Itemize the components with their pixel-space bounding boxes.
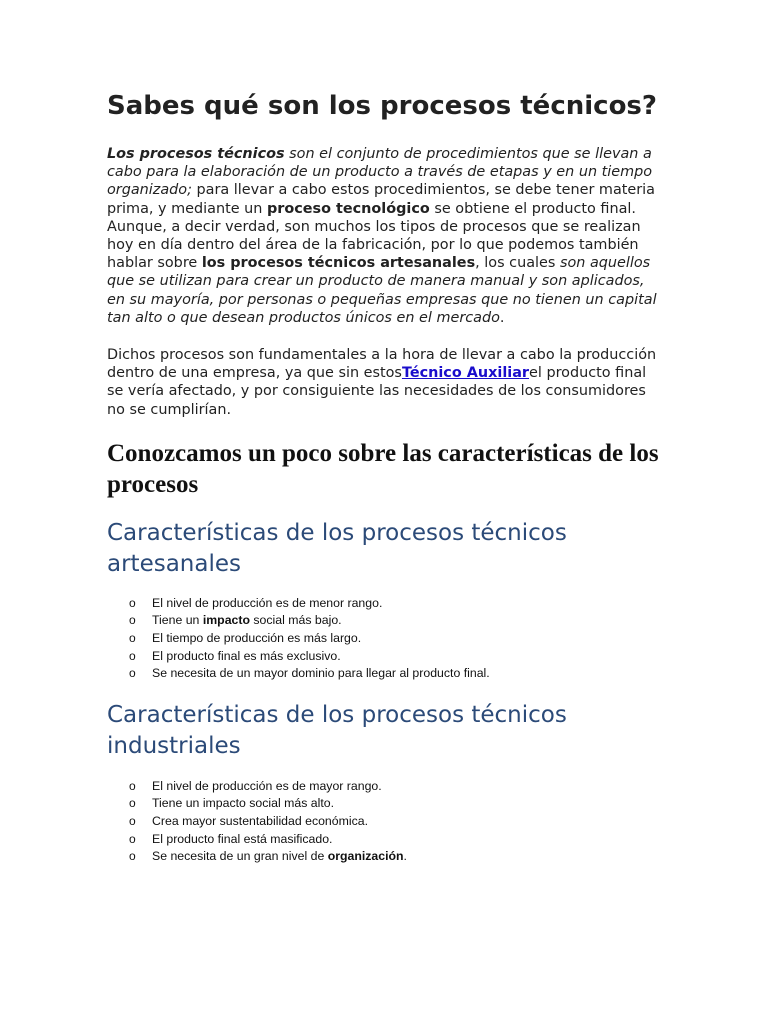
bullet-marker: o	[129, 595, 136, 610]
intro-italic-description: son aquellos que se utilizan para crear un producto de manera manual y son aplicados, en su mayoría, por personas o pequeñas empresas que no tienen un capital tan alto o que desean productos únicos en el mercado	[107, 255, 657, 326]
intro-lead-term: Los procesos técnicos	[107, 146, 285, 162]
intro-paragraph	[107, 145, 667, 327]
bullet-marker: o	[129, 796, 136, 811]
second-text-2: el producto final se vería afectado, y por consiguiente las necesidades de los consumidores no se cumplirían.	[107, 365, 647, 418]
list-item-text: El nivel de producción es de mayor rango.	[152, 778, 382, 793]
list-item	[107, 665, 667, 683]
list-item-text: Tiene un	[152, 613, 203, 628]
bullet-marker: o	[129, 814, 136, 828]
list-item-bold-text: impacto	[202, 613, 250, 628]
list-item	[107, 813, 667, 831]
tecnico-auxiliar-link[interactable]: Técnico Auxiliar	[401, 365, 530, 382]
bullet-marker: o	[129, 631, 136, 646]
characteristics-heading: Conozcamos un poco sobre las características de los procesos	[107, 439, 659, 498]
list-item	[107, 595, 667, 613]
second-paragraph	[107, 346, 667, 419]
list-item-text: Tiene un impacto social más alto.	[152, 796, 335, 811]
bullet-marker: o	[129, 849, 136, 864]
intro-text-4: .	[499, 309, 505, 326]
list-item	[107, 831, 667, 849]
artesanales-list	[107, 595, 667, 683]
industriales-heading: Características de los procesos técnicos industriales	[107, 701, 567, 759]
industriales-list	[107, 778, 667, 866]
intro-bold-term-1: proceso tecnológico	[266, 200, 430, 217]
intro-text-1: para llevar a cabo estos procedimientos, se debe tener materia prima, y mediante un	[107, 182, 655, 217]
document-content	[107, 90, 667, 866]
list-item	[107, 612, 667, 630]
list-item	[107, 648, 667, 666]
list-item-text: El producto final es más exclusivo.	[152, 648, 341, 663]
list-item-text: Se necesita de un gran nivel de	[152, 849, 328, 864]
list-item-text: Crea mayor sustentabilidad económica.	[152, 814, 368, 828]
bullet-marker: o	[129, 613, 136, 628]
intro-text-2: se obtiene el producto final. Aunque, a decir verdad, son muchos los tipos de procesos que se realizan hoy en día dentro del área de la fabricación, por lo que podemos también hablar sobre	[107, 200, 641, 272]
document-title: Sabes qué son los procesos técnicos?	[107, 91, 657, 121]
list-item-text: .	[403, 849, 407, 864]
bullet-marker: o	[129, 778, 136, 793]
bullet-marker: o	[129, 666, 136, 681]
artesanales-heading: Características de los procesos técnicos artesanales	[107, 519, 567, 577]
intro-bold-term-2: los procesos técnicos artesanales	[201, 255, 476, 272]
intro-italic-definition: son el conjunto de procedimientos que se llevan a cabo para la elaboración de un producto a través de etapas y en un tiempo organizado;	[107, 146, 653, 199]
intro-text-3: , los cuales	[475, 255, 560, 272]
list-item	[107, 848, 667, 866]
list-item-text: El tiempo de producción es más largo.	[152, 631, 362, 646]
list-item-text: El nivel de producción es de menor rango.	[152, 595, 383, 610]
bullet-marker: o	[129, 831, 136, 846]
list-item	[107, 778, 667, 796]
list-item	[107, 795, 667, 813]
bullet-marker: o	[129, 648, 136, 663]
list-item-text: social más bajo.	[249, 613, 342, 628]
list-item-text: Se necesita de un mayor dominio para llegar al producto final.	[152, 666, 490, 681]
second-text-1: Dichos procesos son fundamentales a la hora de llevar a cabo la producción dentro de una empresa, ya que sin estos	[107, 347, 657, 382]
list-item-bold-text: organización	[327, 849, 404, 864]
list-item	[107, 630, 667, 648]
list-item-text: El producto final está masificado.	[152, 831, 333, 846]
